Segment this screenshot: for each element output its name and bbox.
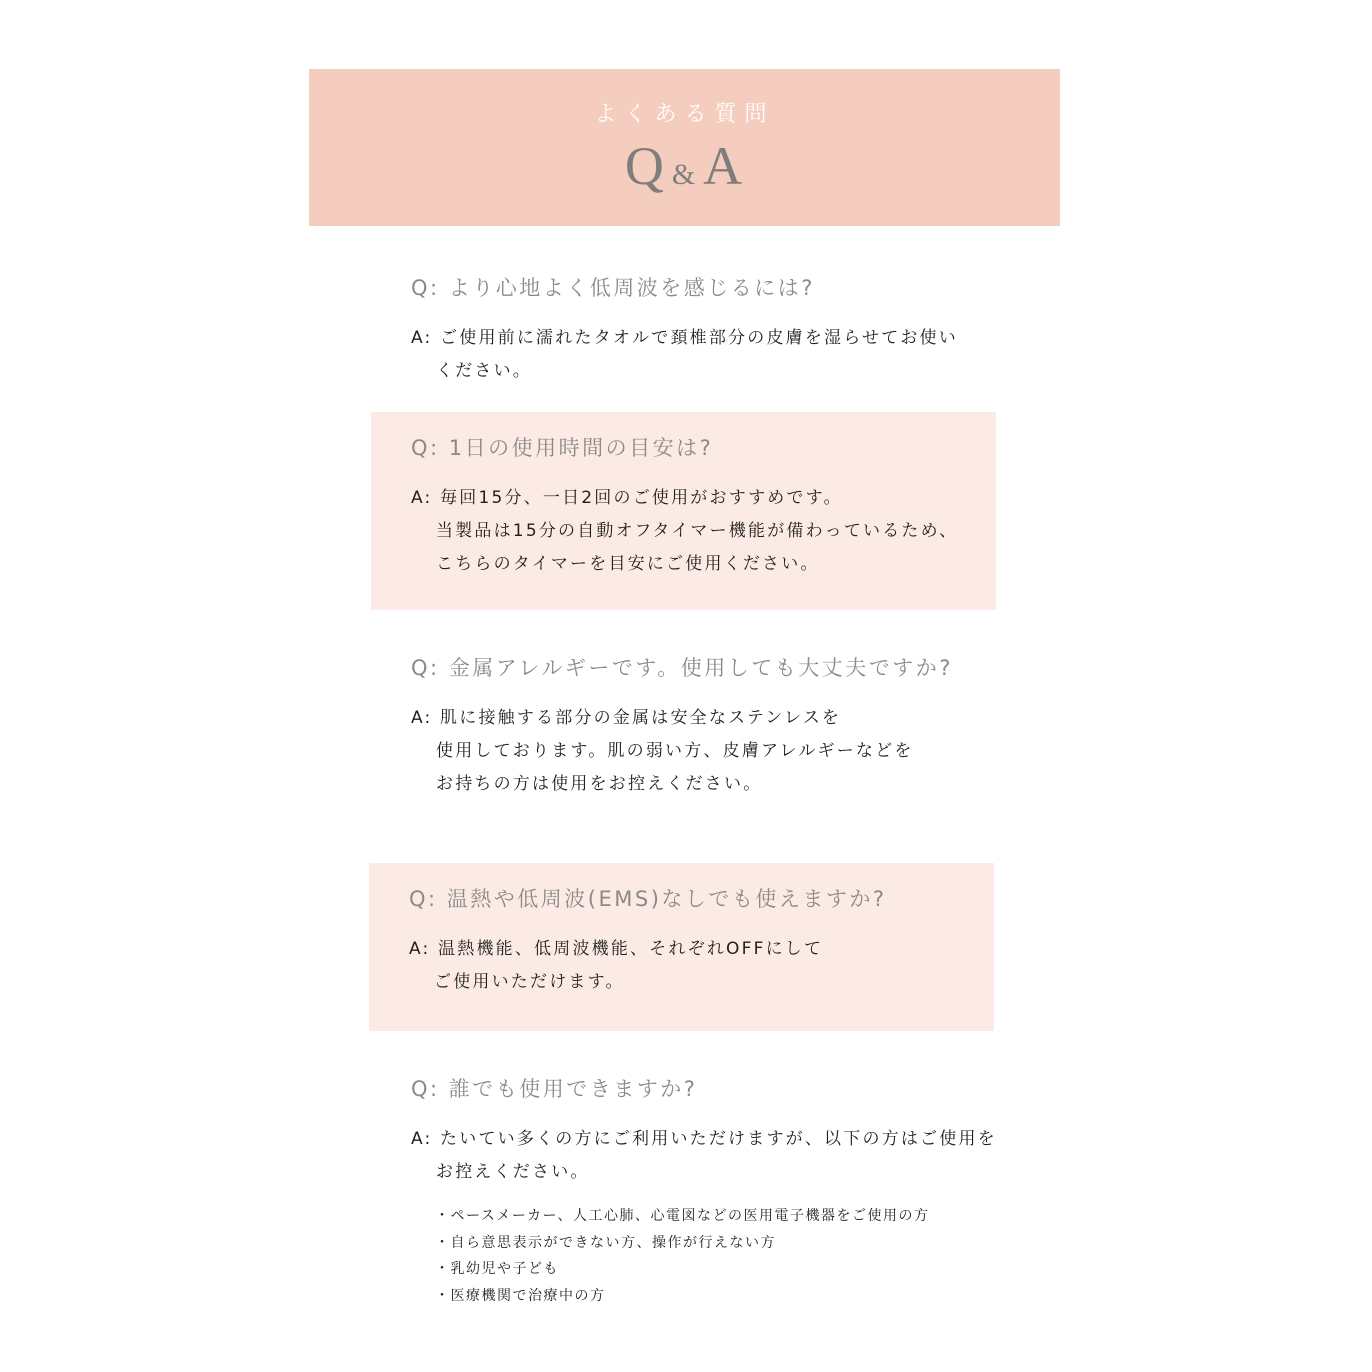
qa-answer: [411, 482, 986, 581]
qa-answer-line: A: たいてい多くの方にご利用いただけますが、以下の方はご使用を: [411, 1129, 997, 1149]
qa-bullet-list: [411, 1203, 986, 1309]
qa-answer-line: 使用しております。肌の弱い方、皮膚アレルギーなどを: [436, 741, 914, 761]
header-title-a: A: [703, 136, 745, 196]
qa-answer-line: 当製品は15分の自動オフタイマー機能が備わっているため、: [436, 521, 959, 541]
qa-answer: [411, 702, 986, 801]
qa-answer-line: ください。: [436, 361, 532, 381]
qa-answer-line: お持ちの方は使用をお控えください。: [436, 774, 763, 794]
qa-answer: [411, 1123, 997, 1189]
qa-item-1: [371, 250, 996, 400]
qa-answer-line: A: 毎回15分、一日2回のご使用がおすすめです。: [411, 488, 843, 508]
qa-answer-line: A: ご使用前に濡れたタオルで頚椎部分の皮膚を湿らせてお使い: [411, 328, 958, 348]
qa-question: Q: 1日の使用時間の目安は?: [411, 436, 714, 460]
qa-item-5: [371, 1055, 996, 1305]
header-banner: [309, 69, 1060, 226]
qa-bullet-item: ・自ら意思表示ができない方、操作が行えない方: [435, 1234, 776, 1251]
qa-answer-line: お控えください。: [436, 1162, 590, 1182]
qa-bullet-item: ・乳幼児や子ども: [435, 1261, 559, 1277]
qa-item-2: [371, 412, 996, 610]
header-title: [309, 135, 1060, 197]
qa-item-4: [369, 863, 994, 1031]
header-title-amp: &: [671, 158, 698, 191]
qa-bullet-item: ・ペースメーカー、人工心肺、心電図などの医用電子機器をご使用の方: [435, 1208, 930, 1224]
qa-item-3: [371, 632, 996, 832]
qa-question: Q: 温熱や低周波(EMS)なしでも使えますか?: [409, 887, 887, 911]
header-subtitle: よくある質問: [594, 102, 775, 127]
qa-question: Q: より心地よく低周波を感じるには?: [411, 276, 815, 300]
qa-answer-line: こちらのタイマーを目安にご使用ください。: [436, 554, 820, 574]
qa-question: Q: 金属アレルギーです。使用しても大丈夫ですか?: [411, 656, 953, 680]
qa-answer: [411, 322, 986, 388]
qa-answer-line: ご使用いただけます。: [434, 972, 625, 992]
header-title-q: Q: [624, 136, 666, 196]
qa-answer-line: A: 肌に接触する部分の金属は安全なステンレスを: [411, 708, 842, 728]
qa-question: Q: 誰でも使用できますか?: [411, 1077, 698, 1101]
qa-bullet-item: ・医療機関で治療中の方: [435, 1287, 606, 1304]
qa-answer-line: A: 温熱機能、低周波機能、それぞれOFFにして: [409, 939, 824, 959]
qa-answer: [409, 933, 984, 999]
